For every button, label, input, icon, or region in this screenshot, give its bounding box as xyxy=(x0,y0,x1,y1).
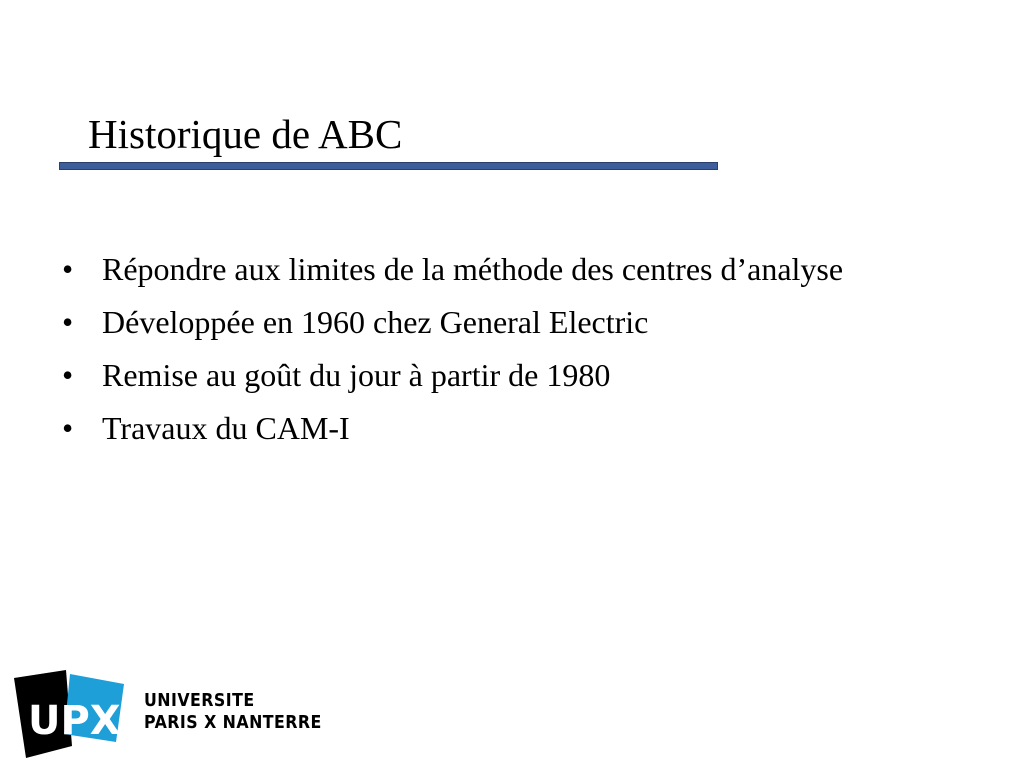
title-underline xyxy=(59,162,718,170)
university-logo xyxy=(12,668,322,760)
bullet-item xyxy=(62,243,843,296)
bullet-item xyxy=(62,402,843,455)
bullet-list xyxy=(62,243,843,455)
bullet-text: Répondre aux limites de la méthode des centres d’analyse xyxy=(102,251,844,287)
bullet-marker: • xyxy=(62,410,74,446)
bullet-marker: • xyxy=(62,251,74,287)
bullet-item xyxy=(62,296,843,349)
logo-line-paris-nanterre: PARIS X NANTERRE xyxy=(144,712,322,733)
logo-line-university: UNIVERSITE xyxy=(144,690,255,711)
bullet-item xyxy=(62,349,843,402)
bullet-text: Développée en 1960 chez General Electric xyxy=(102,304,649,340)
logo-mark-text: UPX xyxy=(28,698,121,744)
bullet-marker: • xyxy=(62,304,74,340)
bullet-text: Travaux du CAM-I xyxy=(102,410,350,446)
upx-logo-mark xyxy=(12,668,137,760)
bullet-text: Remise au goût du jour à partir de 1980 xyxy=(102,357,611,393)
logo-wordmark xyxy=(144,690,322,734)
slide-title: Historique de ABC xyxy=(88,111,403,157)
bullet-marker: • xyxy=(62,357,74,393)
